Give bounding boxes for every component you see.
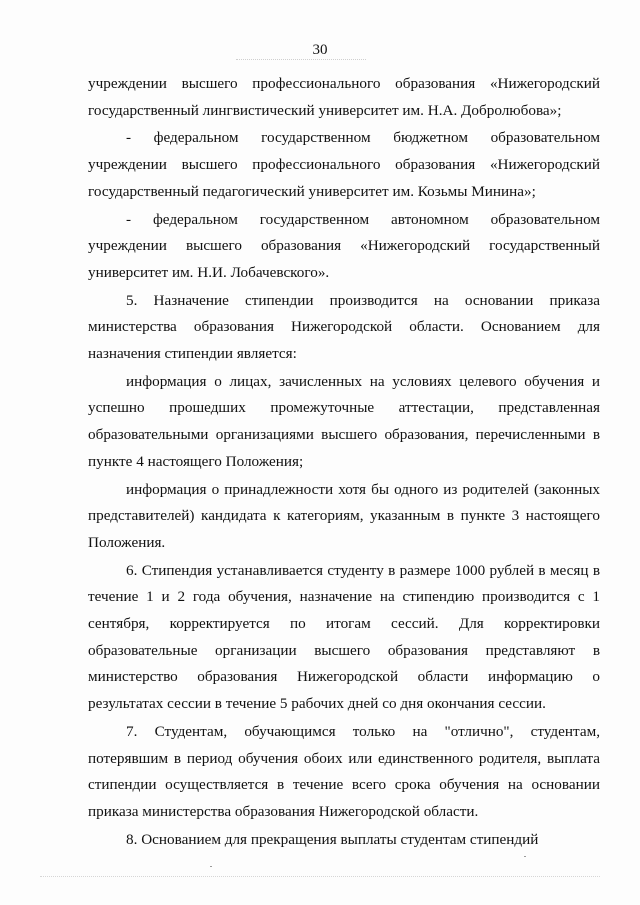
paragraph-university-lobachevsky: - федеральном государственном автономном образовательном учреждении высшего образования «Нижегородский государственный университет им. Н.И. Лобачевского». (88, 210, 600, 281)
scan-noise-top (236, 59, 366, 61)
paragraph-university-pedagogical: - федеральном государственном бюджетном образовательном учреждении высшего профессионального образования «Нижегородский государственный педагогический университет им. Козьмы Минина»; (88, 129, 600, 200)
scan-noise-bottom (40, 876, 600, 878)
paragraph-info-targeted-students: информация о лицах, зачисленных на условиях целевого обучения и успешно прошедших промежуточные аттестации, представленная образовательными организациями высшего образования, перечисленными в пункте 4 настоящего Положения; (88, 372, 600, 470)
paragraph-item-6: 6. Стипендия устанавливается студенту в размере 1000 рублей в месяц в течение 1 и 2 года обучения, назначение на стипендию производится с 1 сентября, корректируется по итогам сессий. Для корректировки образовательные организации высшего образования представляют в министерство образования Нижегородской области информацию о результатах сессии в течение 5 рабочих дней со дня окончания сессии. (88, 561, 600, 713)
document-body (88, 71, 600, 853)
paragraph-info-parents: информация о принадлежности хотя бы одного из родителей (законных представителей) кандидата к категориям, указанным в пункте 3 настоящего Положения. (88, 480, 600, 551)
page-number: 30 (312, 42, 328, 58)
paragraph-item-5: 5. Назначение стипендии производится на основании приказа министерства образования Нижегородской области. Основанием для назначения стипендии является: (88, 291, 600, 363)
paragraph-university-linguistic: учреждении высшего профессионального образования «Нижегородский государственный лингвистический университет им. Н.А. Добролюбова»; (88, 75, 600, 119)
scan-speck (210, 866, 212, 867)
paragraph-item-8: 8. Основанием для прекращения выплаты студентам стипендий (126, 830, 539, 848)
paragraph-item-7: 7. Студентам, обучающимся только на "отлично", студентам, потерявшим в период обучения обоих или единственного родителя, выплата стипендии осуществляется в течение всего срока обучения на основании приказа министерства образования Нижегородской области. (88, 722, 600, 820)
scan-speck (524, 856, 526, 857)
